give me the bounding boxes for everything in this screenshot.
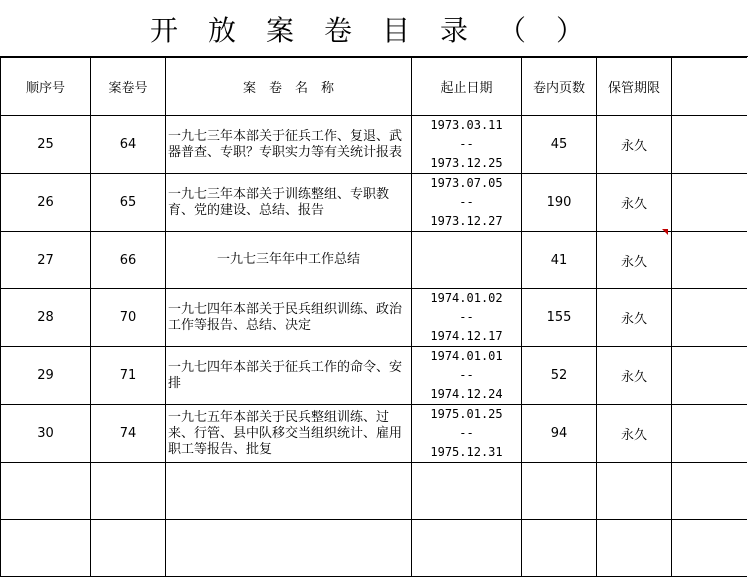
cell-seq[interactable]: 25 — [1, 116, 91, 174]
header-retention[interactable]: 保管期限 — [597, 58, 672, 116]
cell-dates[interactable] — [412, 405, 522, 463]
cell-empty[interactable] — [412, 463, 522, 520]
comment-indicator-icon[interactable] — [662, 229, 668, 235]
cell-seq[interactable]: 29 — [1, 347, 91, 405]
date-separator: -- — [459, 426, 474, 440]
table-row — [1, 232, 747, 289]
cell-empty[interactable] — [91, 463, 166, 520]
table-row — [1, 289, 747, 347]
cell-empty[interactable] — [522, 463, 597, 520]
cell-empty[interactable] — [412, 520, 522, 577]
cell-pages[interactable]: 45 — [522, 116, 597, 174]
header-file-no[interactable]: 案卷号 — [91, 58, 166, 116]
header-pages[interactable]: 卷内页数 — [522, 58, 597, 116]
cell-file-no[interactable]: 66 — [91, 232, 166, 289]
date-end: 1973.12.25 — [430, 156, 503, 170]
date-separator: -- — [459, 310, 474, 324]
table-row — [1, 174, 747, 232]
cell-name[interactable]: 一九七三年本部关于征兵工作、复退、武器普查、专职？专职实力等有关统计报表 — [166, 116, 412, 174]
table-row-empty — [1, 463, 747, 520]
cell-pages[interactable]: 94 — [522, 405, 597, 463]
cell-seq[interactable]: 27 — [1, 232, 91, 289]
date-start: 1975.01.25 — [430, 407, 503, 421]
catalog-table — [0, 57, 747, 577]
cell-dates[interactable] — [412, 174, 522, 232]
table-header-row — [1, 58, 747, 116]
cell-empty[interactable] — [166, 520, 412, 577]
cell-dates[interactable] — [412, 289, 522, 347]
cell-blank[interactable] — [672, 232, 747, 289]
cell-empty[interactable] — [166, 463, 412, 520]
cell-name[interactable]: 一九七五年本部关于民兵整组训练、过来、行管、县中队移交当组织统计、雇用职工等报告、批复 — [166, 405, 412, 463]
cell-empty[interactable] — [1, 463, 91, 520]
date-end: 1974.12.24 — [430, 387, 503, 401]
date-separator: -- — [459, 137, 474, 151]
cell-retention[interactable]: 永久 — [597, 405, 672, 463]
cell-dates[interactable] — [412, 116, 522, 174]
table-row — [1, 116, 747, 174]
cell-retention[interactable]: 永久 — [597, 289, 672, 347]
cell-retention[interactable]: 永久 — [597, 174, 672, 232]
cell-empty[interactable] — [597, 463, 672, 520]
header-name[interactable]: 案 卷 名 称 — [166, 58, 412, 116]
date-separator: -- — [459, 195, 474, 209]
cell-retention[interactable]: 永久 — [597, 232, 672, 289]
date-separator: -- — [459, 368, 474, 382]
cell-retention[interactable]: 永久 — [597, 347, 672, 405]
header-dates[interactable]: 起止日期 — [412, 58, 522, 116]
cell-empty[interactable] — [597, 520, 672, 577]
page-title: 开放案卷目录（） — [0, 0, 748, 57]
date-start: 1974.01.01 — [430, 349, 503, 363]
cell-name[interactable]: 一九七三年年中工作总结 — [166, 232, 412, 289]
cell-dates[interactable] — [412, 347, 522, 405]
cell-pages[interactable]: 41 — [522, 232, 597, 289]
cell-pages[interactable]: 155 — [522, 289, 597, 347]
cell-blank[interactable] — [672, 405, 747, 463]
cell-empty[interactable] — [672, 520, 747, 577]
cell-seq[interactable]: 28 — [1, 289, 91, 347]
date-start: 1974.01.02 — [430, 291, 503, 305]
date-end: 1975.12.31 — [430, 445, 503, 459]
date-start: 1973.03.11 — [430, 118, 503, 132]
cell-name[interactable]: 一九七三年本部关于训练整组、专职教育、党的建设、总结、报告 — [166, 174, 412, 232]
cell-blank[interactable] — [672, 174, 747, 232]
table-row — [1, 347, 747, 405]
cell-seq[interactable]: 30 — [1, 405, 91, 463]
cell-empty[interactable] — [672, 463, 747, 520]
cell-file-no[interactable]: 64 — [91, 116, 166, 174]
date-end: 1974.12.17 — [430, 329, 503, 343]
cell-file-no[interactable]: 65 — [91, 174, 166, 232]
table-row — [1, 405, 747, 463]
cell-pages[interactable]: 52 — [522, 347, 597, 405]
cell-file-no[interactable]: 74 — [91, 405, 166, 463]
table-row-empty — [1, 520, 747, 577]
cell-blank[interactable] — [672, 347, 747, 405]
cell-retention[interactable]: 永久 — [597, 116, 672, 174]
cell-name[interactable]: 一九七四年本部关于民兵组织训练、政治工作等报告、总结、决定 — [166, 289, 412, 347]
date-end: 1973.12.27 — [430, 214, 503, 228]
cell-empty[interactable] — [1, 520, 91, 577]
cell-blank[interactable] — [672, 116, 747, 174]
cell-empty[interactable] — [91, 520, 166, 577]
cell-file-no[interactable]: 71 — [91, 347, 166, 405]
date-start: 1973.07.05 — [430, 176, 503, 190]
cell-dates[interactable] — [412, 232, 522, 289]
cell-pages[interactable]: 190 — [522, 174, 597, 232]
cell-seq[interactable]: 26 — [1, 174, 91, 232]
cell-file-no[interactable]: 70 — [91, 289, 166, 347]
cell-name[interactable]: 一九七四年本部关于征兵工作的命令、安排 — [166, 347, 412, 405]
cell-empty[interactable] — [522, 520, 597, 577]
cell-blank[interactable] — [672, 289, 747, 347]
header-blank[interactable] — [672, 58, 747, 116]
header-seq[interactable]: 顺序号 — [1, 58, 91, 116]
